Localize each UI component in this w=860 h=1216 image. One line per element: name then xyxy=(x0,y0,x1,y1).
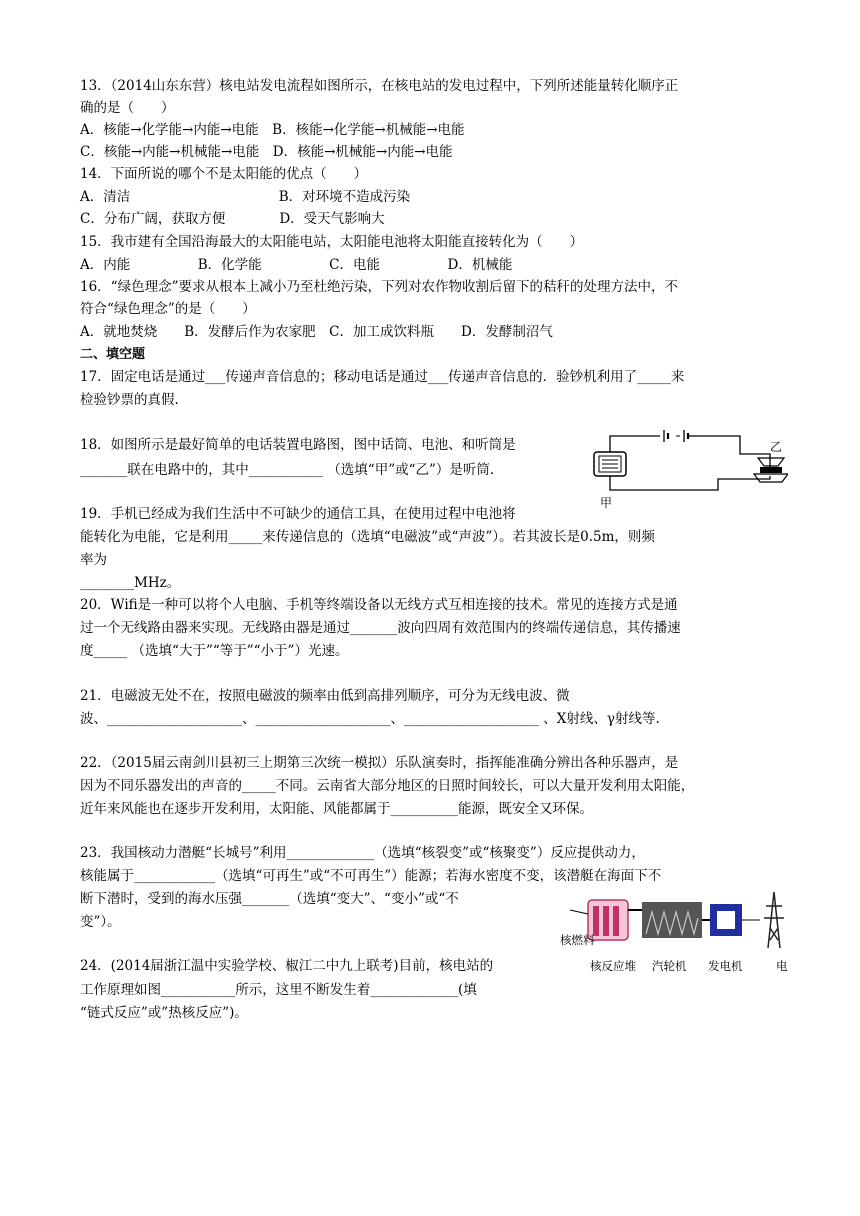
q18-line1: 18．如图所示是最好简单的电话装置电路图，图中话筒、电池、和听筒是 xyxy=(80,437,516,453)
q22-line2: 因为不同乐器发出的声音的_____不同。云南省大部分地区的日照时间较长，可以大量开发利用太阳能， xyxy=(80,778,695,794)
q22-line1: 22．（2015届云南剑川县初三上期第三次统一模拟）乐队演奏时，指挥能准确分辨出各种乐器声，是 xyxy=(80,755,679,771)
q13-options-ab: A．核能→化学能→内能→电能 B．核能→化学能→机械能→电能 xyxy=(80,122,465,138)
q23-line4: 变”）。 xyxy=(80,914,121,930)
q21-line2: 波、____________________、____________________、____________________ 、X射线、γ射线等. xyxy=(80,711,660,727)
label-generator: 发电机 xyxy=(708,959,743,973)
q23-line1: 23．我国核动力潜艇“长城号”利用_____________（选填“核裂变”或“核聚变”）反应提供动力， xyxy=(80,845,645,861)
q14-options-cd: C．分布广阔，获取方便 D．受天气影响大 xyxy=(80,211,385,227)
label-turbine: 汽轮机 xyxy=(652,959,687,973)
section-fill-in-title: 二、填空题 xyxy=(80,347,146,362)
q18-line2: _______联在电路中的，其中___________ （选填“甲”或“乙”）是听筒. xyxy=(80,462,495,478)
q13-options-cd: C．核能→内能→机械能→电能 D．核能→机械能→内能→电能 xyxy=(80,144,453,160)
q21-line1: 21．电磁波无处不在，按照电磁波的频率由低到高排列顺序，可分为无线电波、微 xyxy=(80,688,570,704)
q13-stem-line2: 确的是（ ） xyxy=(80,100,175,116)
q14-stem: 14．下面所说的哪个不是太阳能的优点（ ） xyxy=(80,166,368,182)
q19-line2: 能转化为电能，它是利用_____来传递信息的（选填“电磁波”或“声波”）。若其波长是0.5m，则频 xyxy=(80,529,655,545)
q20-line1: 20．Wifi是一种可以将个人电脑、手机等终端设备以无线方式互相连接的技术。常见的连接方式是通 xyxy=(80,597,678,613)
q17-line2: 检验钞票的真假. xyxy=(80,392,179,408)
nuclear-plant-diagram xyxy=(560,888,800,973)
q24-line1: 24．(2014届浙江温中实验学校、椒江二中九上联考)目前，核电站的 xyxy=(80,958,494,974)
q23-line3: 断下潜时，受到的海水压强_______（选填“变大”、“变小”或“不 xyxy=(80,891,459,907)
circuit-label-yi: 乙 xyxy=(770,440,783,454)
label-grid: 电 xyxy=(776,959,788,973)
label-reactor: 核反应堆 xyxy=(590,959,636,973)
q22-line3: 近年来风能也在逐步开发利用，太阳能、风能都属于__________能源，既安全又环保。 xyxy=(80,801,593,817)
q24-line3: “链式反应”或”热核反应”)。 xyxy=(80,1005,248,1021)
label-nuclear-fuel: 核燃料 xyxy=(560,933,595,947)
q19-line4: ________MHz。 xyxy=(80,575,181,591)
q14-options-ab: A．清洁 B．对环境不造成污染 xyxy=(80,189,411,205)
q20-line2: 过一个无线路由器来实现。无线路由器是通过_______波向四周有效范围内的终端传递信息，其传播速 xyxy=(80,620,681,636)
q20-line3: 度_____ （选填“大于”“等于”“小于”）光速。 xyxy=(80,643,349,659)
q15-stem: 15．我市建有全国沿海最大的太阳能电站，太阳能电池将太阳能直接转化为（ ） xyxy=(80,234,584,250)
q13-stem-line1: 13．（2014山东东营）核电站发电流程如图所示，在核电站的发电过程中，下列所述能量转化顺序正 xyxy=(80,78,679,94)
q16-options: A．就地焚烧 B．发酵后作为农家肥 C．加工成饮料瓶 D．发酵制沼气 xyxy=(80,324,553,340)
q19-line3: 率为 xyxy=(80,552,107,568)
circuit-label-jia: 甲 xyxy=(600,496,613,510)
q19-line1: 19．手机已经成为我们生活中不可缺少的通信工具，在使用过程中电池将 xyxy=(80,506,516,522)
q16-stem-line2: 符合“绿色理念”的是（ ） xyxy=(80,301,256,317)
q17-line1: 17．固定电话是通过___传递声音信息的；移动电话是通过___传递声音信息的．验钞机利用了_____来 xyxy=(80,369,685,385)
q24-line2: 工作原理如图___________所示，这里不断发生着_____________(填 xyxy=(80,982,477,998)
q23-line2: 核能属于____________（选填“可再生”或“不可再生”）能源；若海水密度不变，该潜艇在海面下不 xyxy=(80,868,662,884)
telephone-circuit-diagram xyxy=(588,424,788,512)
q16-stem-line1: 16．“绿色理念”要求从根本上减小乃至杜绝污染，下列对农作物收割后留下的秸秆的处理方法中，不 xyxy=(80,279,678,295)
q15-options: A．内能 B．化学能 C．电能 D．机械能 xyxy=(80,257,513,273)
